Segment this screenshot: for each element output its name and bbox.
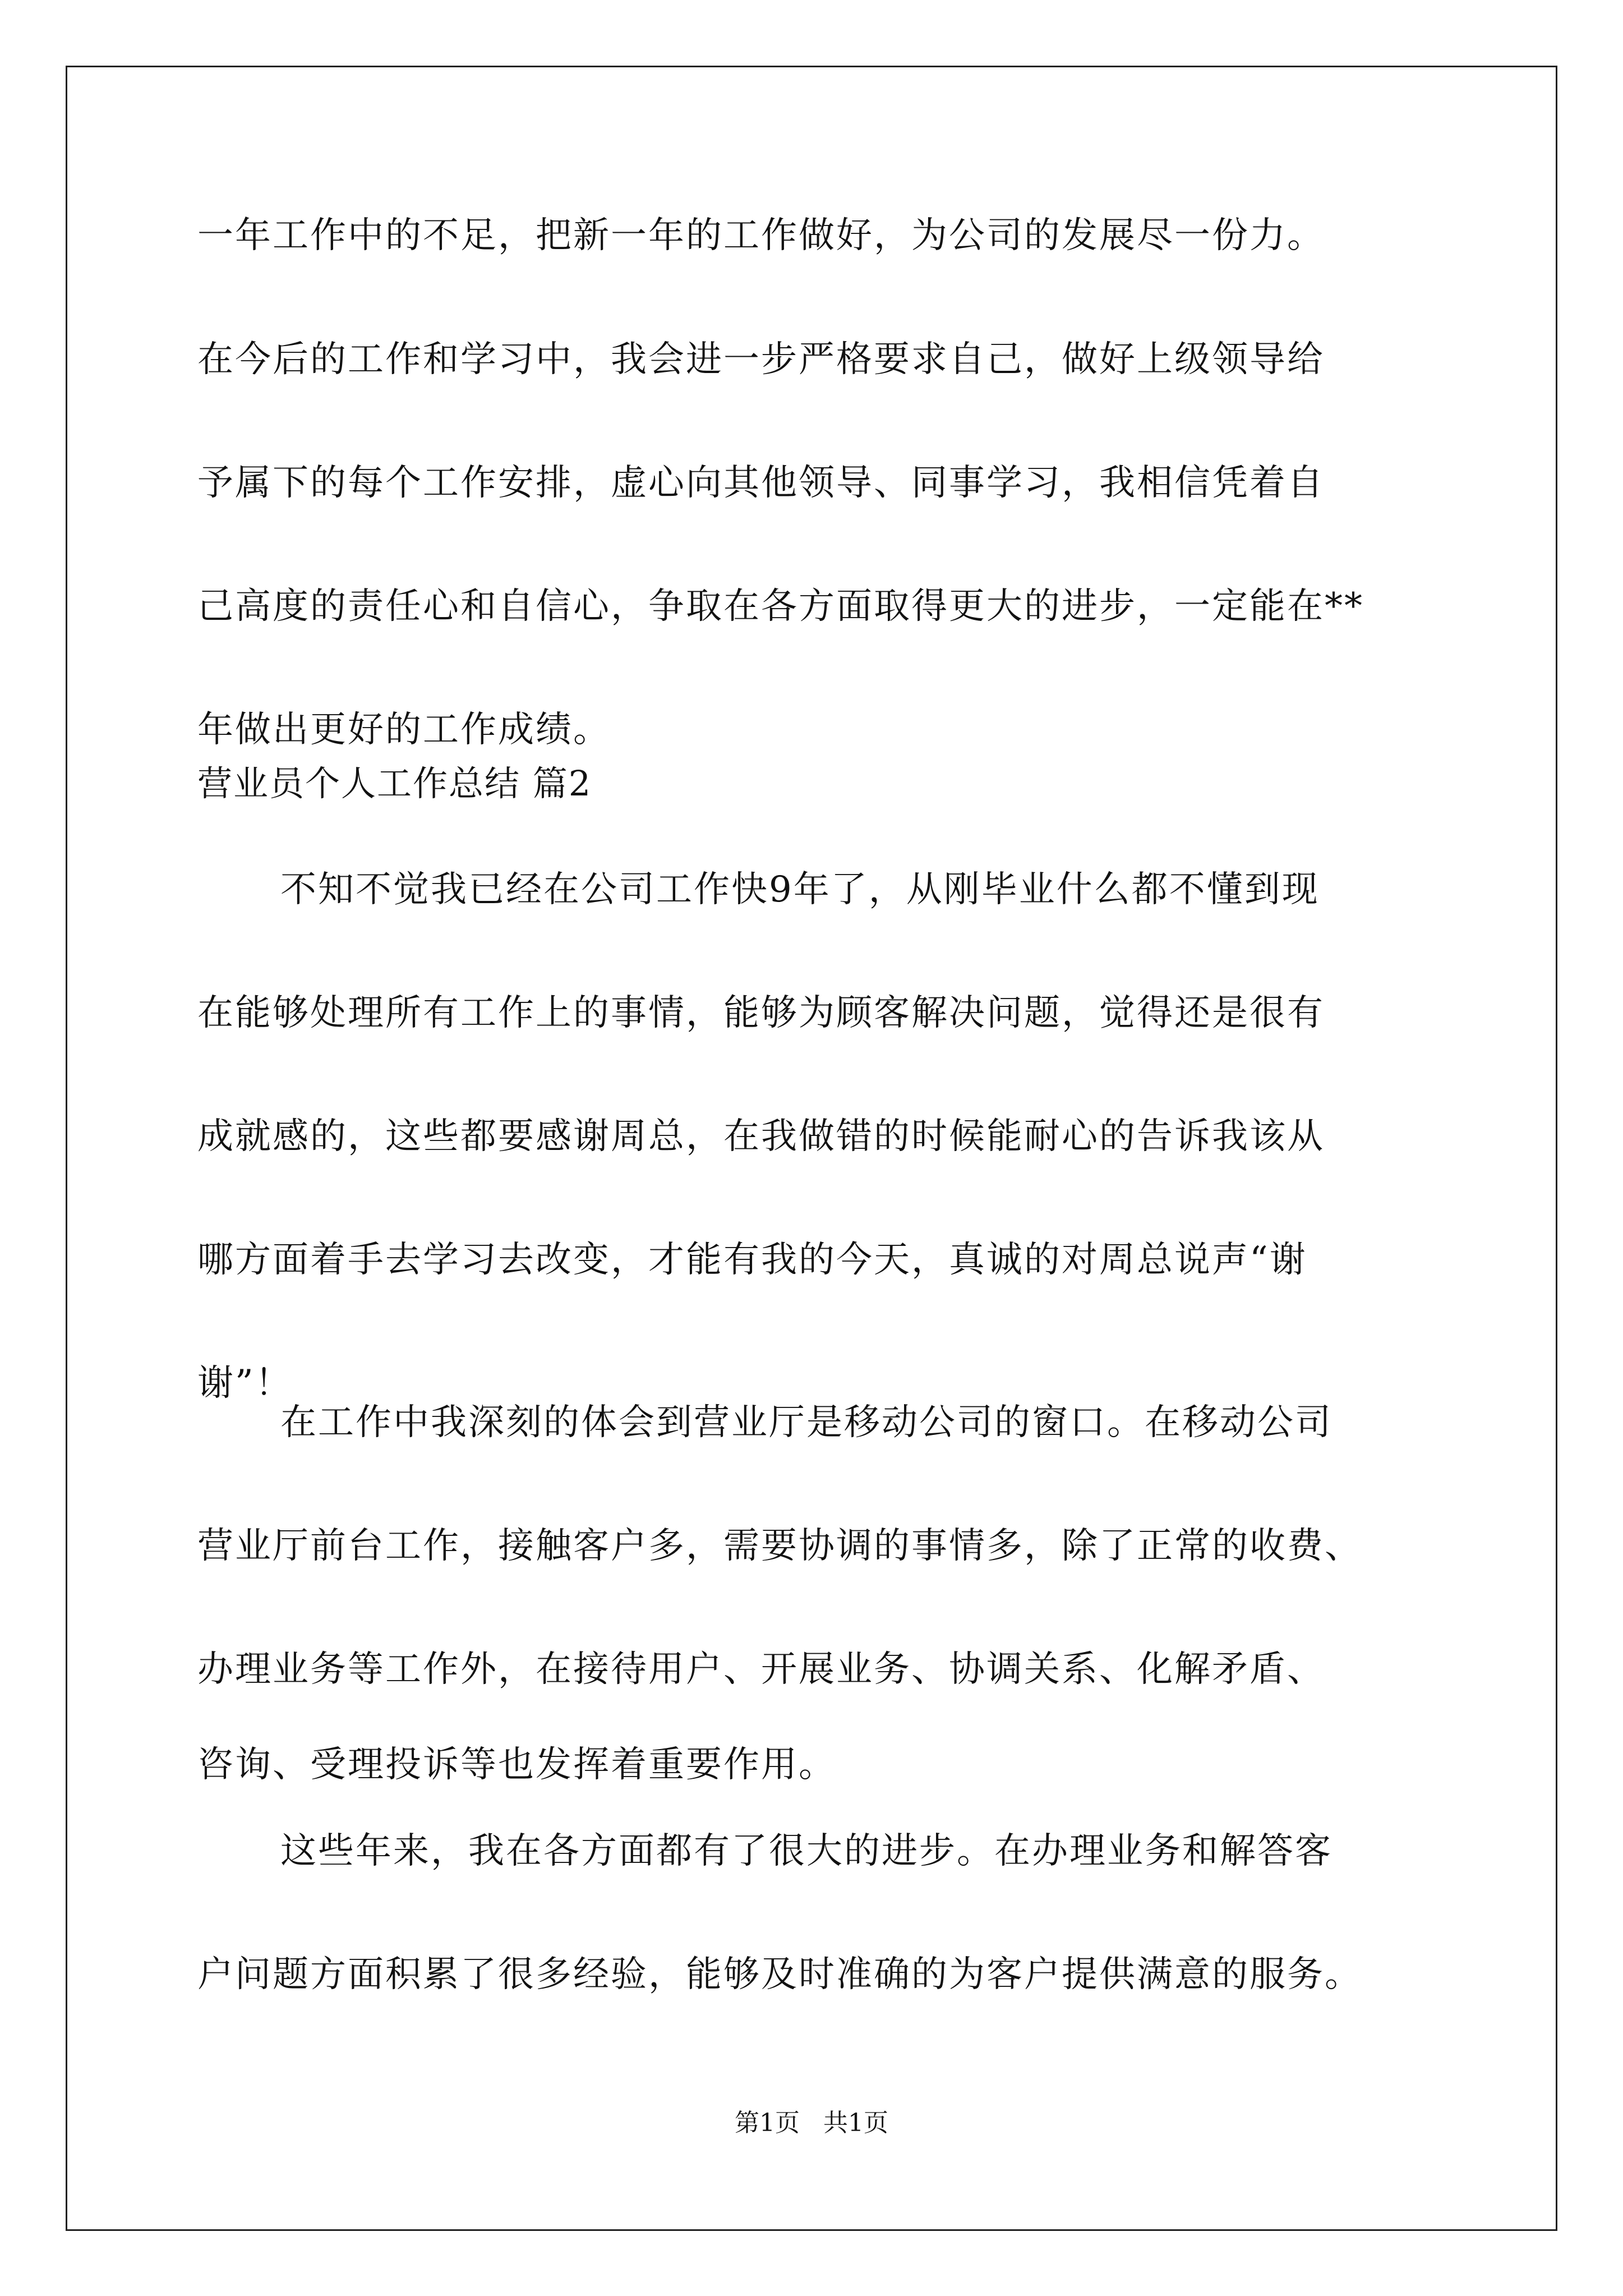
para3-line-2: 户问题方面积累了很多经验，能够及时准确的为客户提供满意的服务。	[197, 1954, 1362, 1995]
para2-line-4: 咨询、受理投诉等也发挥着重要作用。	[197, 1744, 836, 1786]
body-line-4: 己高度的责任心和自信心，争取在各方面取得更大的进步，一定能在**	[197, 586, 1364, 627]
body-line-1: 一年工作中的不足，把新一年的工作做好，为公司的发展尽一份力。	[197, 215, 1325, 256]
para2-line-1: 在工作中我深刻的体会到营业厅是移动公司的窗口。在移动公司	[280, 1402, 1332, 1443]
section-heading: 营业员个人工作总结 篇2	[197, 763, 592, 804]
para1-line-4: 哪方面着手去学习去改变，才能有我的今天，真诚的对周总说声“谢	[197, 1239, 1307, 1281]
body-line-2: 在今后的工作和学习中，我会进一步严格要求自己，做好上级领导给	[197, 339, 1325, 380]
page-footer: 第1页 共1页	[735, 2109, 888, 2137]
para1-line-2: 在能够处理所有工作上的事情，能够为顾客解决问题，觉得还是很有	[197, 992, 1325, 1034]
para1-line-3: 成就感的，这些都要感谢周总，在我做错的时候能耐心的告诉我该从	[197, 1116, 1325, 1157]
para2-line-3: 办理业务等工作外，在接待用户、开展业务、协调关系、化解矛盾、	[197, 1649, 1325, 1690]
body-line-3: 予属下的每个工作安排，虚心向其他领导、同事学习，我相信凭着自	[197, 462, 1325, 504]
para3-line-1: 这些年来，我在各方面都有了很大的进步。在办理业务和解答客	[280, 1830, 1332, 1872]
para2-line-2: 营业厅前台工作，接触客户多，需要协调的事情多，除了正常的收费、	[197, 1525, 1362, 1567]
para1-line-1: 不知不觉我已经在公司工作快9年了，从刚毕业什么都不懂到现	[280, 869, 1320, 910]
body-line-5: 年做出更好的工作成绩。	[197, 709, 611, 751]
para1-line-5: 谢”！	[197, 1363, 293, 1404]
